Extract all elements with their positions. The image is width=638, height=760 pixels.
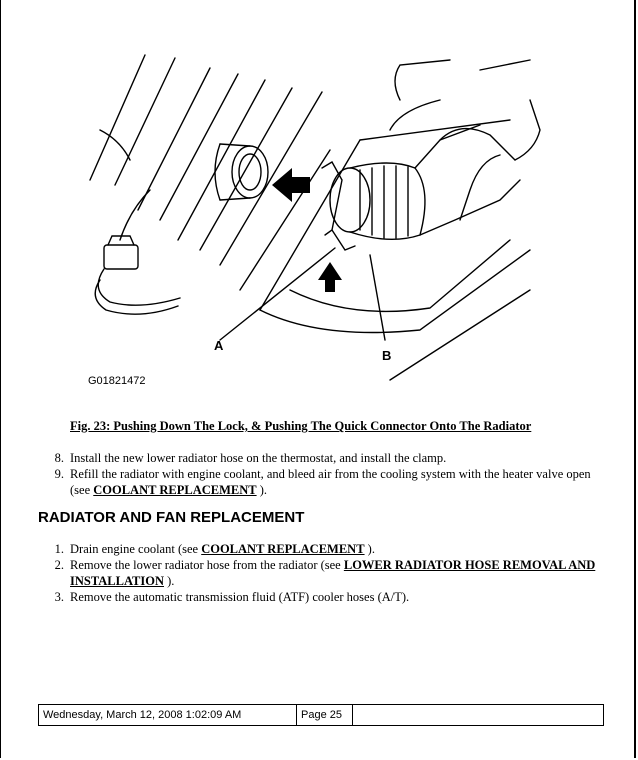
step-text: Install the new lower radiator hose on the thermostat, and install the clamp. — [70, 451, 447, 465]
push-arrow-icon — [272, 168, 310, 202]
step-text-end: ). — [256, 483, 268, 497]
step-text: Remove the automatic transmission fluid (ATF) cooler hoses (A/T). — [70, 590, 410, 604]
footer-page-number: Page 25 — [297, 705, 353, 725]
footer-timestamp: Wednesday, March 12, 2008 1:02:09 AM — [39, 705, 297, 725]
figure-code: G01821472 — [88, 375, 146, 387]
step-number: 8. — [54, 451, 64, 465]
step-number: 3. — [54, 590, 64, 604]
lower-radiator-hose-link[interactable]: LOWER RADIATOR HOSE REMOVAL AND INSTALLATION — [70, 558, 596, 588]
figure-caption: Fig. 23: Pushing Down The Lock, & Pushing The Quick Connector Onto The Radiator — [70, 419, 532, 433]
step-text: Drain engine coolant (see — [70, 542, 202, 556]
step-number: 1. — [54, 542, 64, 556]
footer-blank-cell — [353, 705, 603, 725]
section-heading: RADIATOR AND FAN REPLACEMENT — [38, 509, 305, 526]
step-text-end: ). — [364, 542, 375, 556]
up-arrow-icon — [318, 262, 342, 292]
label-a: A — [214, 338, 224, 353]
coolant-replacement-link[interactable]: COOLANT REPLACEMENT — [201, 542, 365, 556]
label-b: B — [382, 348, 392, 363]
radiator-steps-list — [36, 541, 606, 605]
step-number: 2. — [54, 558, 64, 572]
list-item — [36, 466, 606, 498]
install-steps-list — [36, 450, 606, 498]
step-text: Refill the radiator with engine coolant, and bleed air from the cooling system with the heater valve open (see — [70, 467, 591, 497]
coolant-replacement-link[interactable]: COOLANT REPLACEMENT — [93, 483, 257, 497]
step-text: Remove the lower radiator hose from the radiator (see — [70, 558, 344, 572]
list-item — [36, 450, 606, 466]
step-text-end: ). — [164, 574, 175, 588]
list-item — [36, 557, 606, 589]
step-number: 9. — [54, 467, 64, 481]
list-item — [36, 541, 606, 557]
list-item — [36, 589, 606, 605]
hose-connector-illustration — [60, 40, 600, 400]
page-footer — [38, 704, 604, 726]
